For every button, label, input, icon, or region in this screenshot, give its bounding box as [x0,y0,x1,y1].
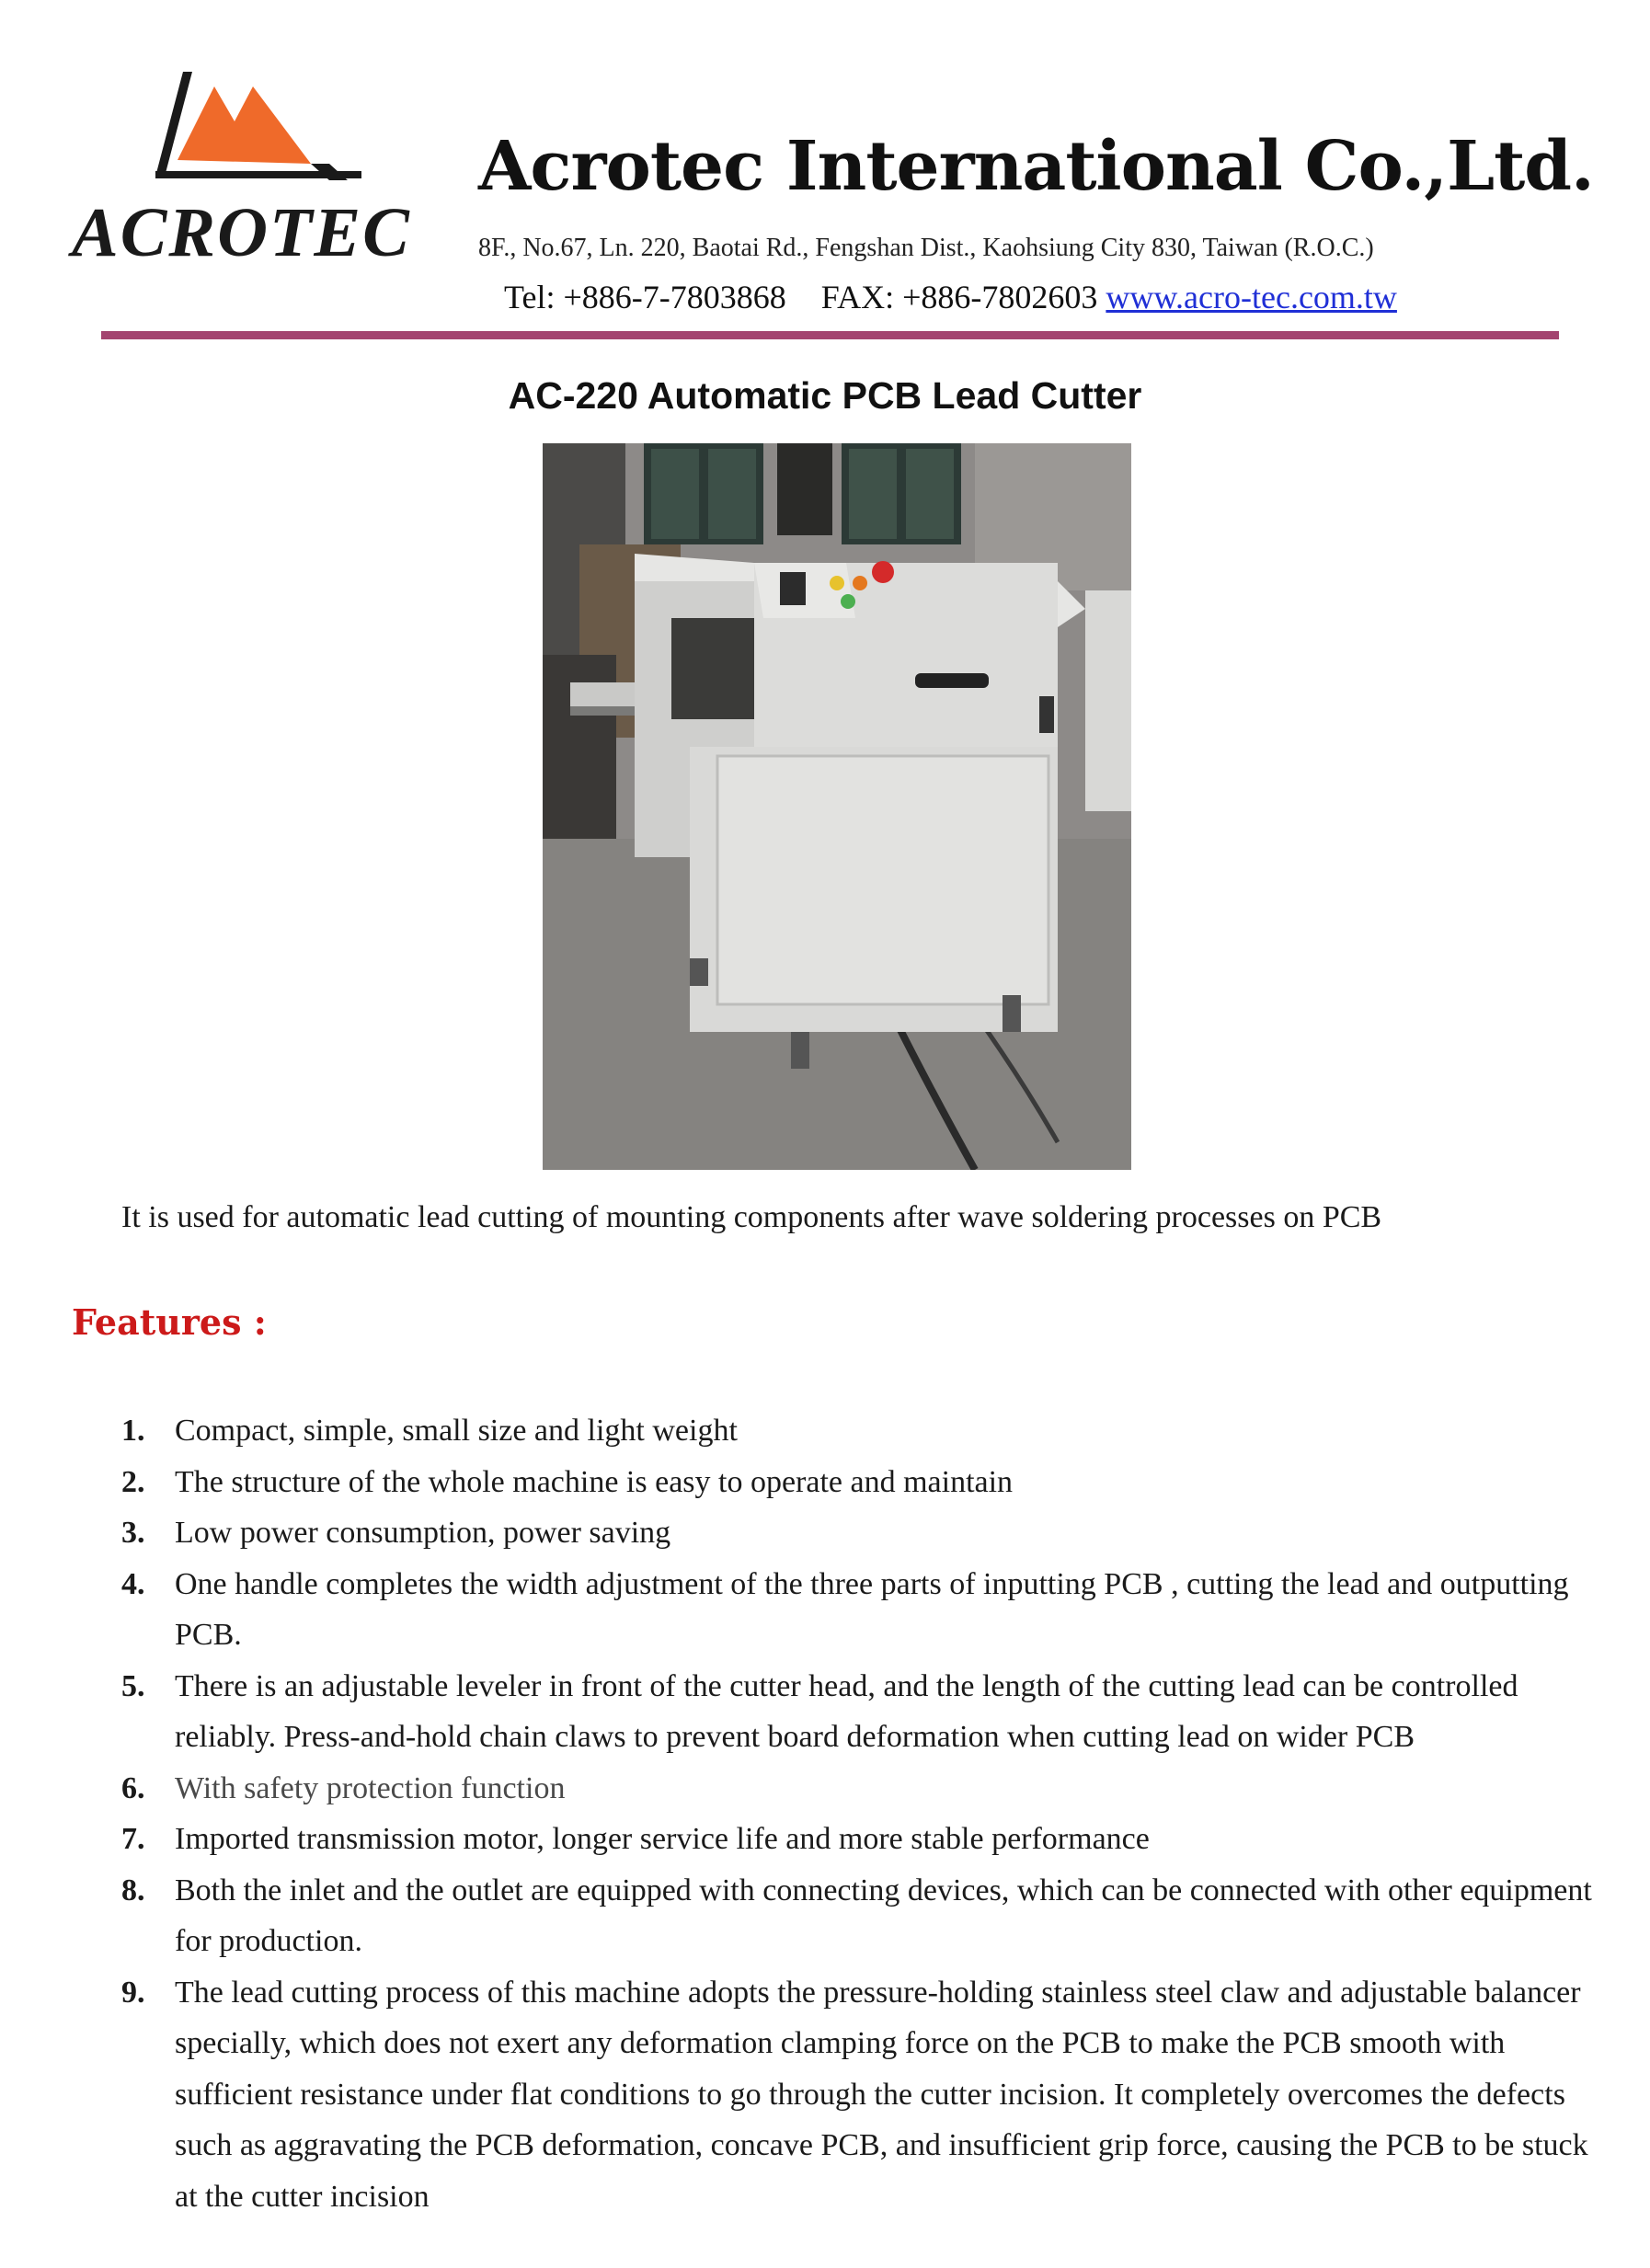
feature-text: Imported transmission motor, longer service life and more stable performance [175,1822,1150,1856]
feature-item [121,1967,1593,2223]
product-description: It is used for automatic lead cutting of mounting components after wave soldering processes on PCB [121,1200,1382,1234]
feature-number: 9. [121,1975,145,2010]
feature-item [121,1763,1593,1815]
logo-wordmark: ACROTEC [72,194,411,271]
feature-text: The lead cutting process of this machine adopts the pressure-holding stainless steel claw and adjustable balancer specially, which does not exert any deformation clamping force on the PCB to make the PCB smooth with sufficient resistance under flat conditions to go through the cutter incision. It completely overcomes the defects such as aggravating the PCB deformation, concave PCB, and insufficient grip force, causing the PCB to be stuck at the cutter incision [175,1975,1588,2214]
company-logo [72,68,411,271]
fax: FAX: +886-7802603 [820,279,1098,315]
feature-item [121,1814,1593,1865]
contact-line [504,278,1397,316]
feature-text: Low power consumption, power saving [175,1516,671,1550]
product-photo [543,443,1131,1170]
feature-item [121,1865,1593,1967]
feature-number: 8. [121,1873,145,1907]
feature-number: 3. [121,1516,145,1550]
feature-text: With safety protection function [175,1770,566,1805]
feature-number: 7. [121,1822,145,1856]
telephone: Tel: +886-7-7803868 [504,279,786,315]
feature-item [121,1661,1593,1763]
feature-number: 5. [121,1668,145,1703]
feature-item [121,1507,1593,1559]
feature-number: 2. [121,1464,145,1499]
feature-item [121,1405,1593,1457]
page-title: AC-220 Automatic PCB Lead Cutter [508,374,1142,417]
company-address: 8F., No.67, Ln. 220, Baotai Rd., Fengshan Dist., Kaohsiung City 830, Taiwan (R.O.C.) [478,234,1374,262]
header-divider [101,331,1559,339]
feature-item [121,1559,1593,1661]
website-link[interactable]: www.acro-tec.com.tw [1106,279,1397,315]
feature-number: 1. [121,1414,145,1448]
features-heading: Features : [72,1301,267,1343]
features-list [121,1405,1593,2222]
feature-text: There is an adjustable leveler in front of the cutter head, and the length of the cutting lead can be controlled reliably. Press-and-hold chain claws to prevent board deformation when cutting lead on wider PCB [175,1668,1518,1754]
feature-number: 6. [121,1770,145,1805]
feature-text: Both the inlet and the outlet are equipped with connecting devices, which can be connected with other equipment for production. [175,1873,1592,1958]
feature-number: 4. [121,1566,145,1601]
mountain-logo-icon [150,68,371,188]
feature-item [121,1457,1593,1508]
company-name: Acrotec International Co.,Ltd. [478,127,1594,206]
feature-text: The structure of the whole machine is easy to operate and maintain [175,1464,1014,1499]
feature-text: One handle completes the width adjustment of the three parts of inputting PCB , cutting the lead and outputting PCB. [175,1566,1569,1652]
feature-text: Compact, simple, small size and light weight [175,1414,738,1448]
